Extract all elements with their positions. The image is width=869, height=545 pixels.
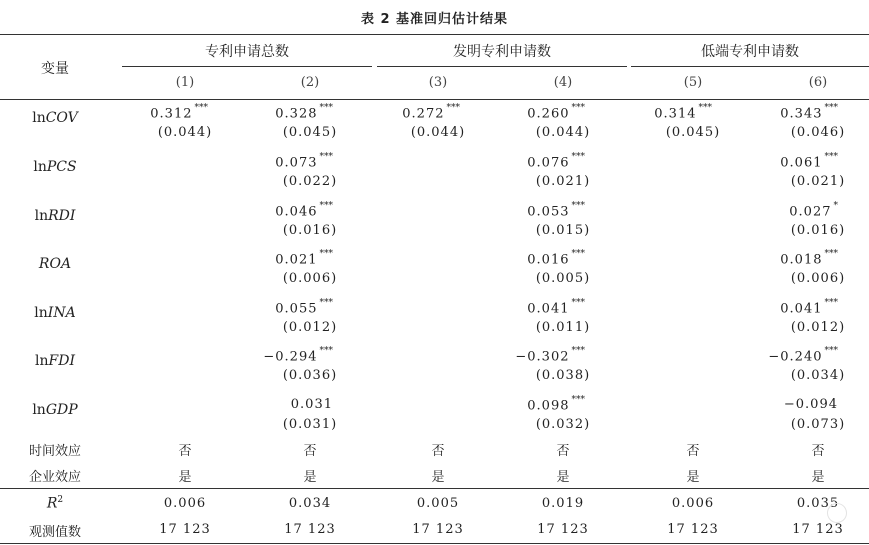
significance-stars: *** bbox=[319, 249, 333, 259]
effect-value: 否 bbox=[811, 444, 825, 459]
column-number-3: (3) bbox=[428, 75, 448, 90]
variable-label-rdi bbox=[0, 208, 110, 224]
standard-error: (0.021) bbox=[535, 174, 591, 189]
coefficient-cell bbox=[527, 300, 585, 316]
effect-value: 是 bbox=[431, 470, 445, 485]
coefficient-cell bbox=[515, 348, 585, 364]
variable-prefix: ln bbox=[34, 208, 49, 224]
variable-prefix: ln bbox=[32, 402, 46, 418]
stat-value: 17 123 bbox=[537, 522, 589, 537]
standard-error: (0.005) bbox=[535, 271, 591, 286]
significance-stars: *** bbox=[571, 201, 585, 211]
coefficient-cell bbox=[780, 154, 838, 170]
coefficient-value: 0.027 bbox=[789, 204, 832, 220]
variable-name: RDI bbox=[48, 208, 76, 224]
coefficient-cell bbox=[527, 397, 585, 413]
coefficient-cell bbox=[263, 348, 333, 364]
coefficient-value: 0.018 bbox=[780, 252, 823, 268]
coefficient-cell bbox=[150, 105, 208, 121]
significance-stars: *** bbox=[571, 395, 585, 405]
standard-error: (0.006) bbox=[790, 271, 846, 286]
coefficient-value: 0.021 bbox=[275, 252, 318, 268]
significance-stars: *** bbox=[698, 103, 712, 113]
effect-value: 是 bbox=[556, 470, 570, 485]
coefficient-value: −0.094 bbox=[783, 397, 838, 412]
variable-prefix: ln bbox=[35, 353, 49, 369]
coefficient-cell bbox=[784, 397, 838, 412]
standard-error: (0.044) bbox=[410, 125, 466, 140]
variable-name: FDI bbox=[48, 353, 75, 369]
coefficient-cell bbox=[654, 105, 712, 121]
significance-stars: *** bbox=[571, 152, 585, 162]
stat-label-text: 观测值数 bbox=[28, 525, 81, 540]
stat-value: 17 123 bbox=[284, 522, 336, 537]
standard-error: (0.021) bbox=[790, 174, 846, 189]
stat-value: 17 123 bbox=[412, 522, 464, 537]
significance-stars: *** bbox=[824, 298, 838, 308]
standard-error: (0.032) bbox=[535, 417, 591, 432]
effect-value: 是 bbox=[811, 470, 825, 485]
significance-stars: *** bbox=[571, 298, 585, 308]
coefficient-cell bbox=[780, 300, 838, 316]
stat-value: 0.006 bbox=[671, 496, 715, 511]
variable-label-fdi bbox=[0, 353, 110, 369]
standard-error: (0.044) bbox=[157, 125, 213, 140]
variable-prefix: ln bbox=[34, 305, 48, 321]
significance-stars: *** bbox=[319, 346, 333, 356]
variable-name: ROA bbox=[38, 256, 72, 272]
significance-stars: * bbox=[833, 201, 838, 211]
variable-label-ina bbox=[0, 305, 110, 321]
standard-error: (0.036) bbox=[282, 368, 338, 383]
group-underline-3 bbox=[631, 66, 869, 67]
standard-error: (0.046) bbox=[790, 125, 846, 140]
effect-value: 否 bbox=[178, 444, 192, 459]
coefficient-cell bbox=[527, 154, 585, 170]
variable-name: INA bbox=[47, 305, 76, 321]
column-number-1: (1) bbox=[175, 75, 195, 90]
coefficient-value: 0.031 bbox=[290, 397, 333, 412]
coefficient-cell bbox=[275, 251, 333, 267]
top-rule bbox=[0, 34, 869, 35]
stat-label bbox=[0, 495, 110, 512]
group-underline-1 bbox=[122, 66, 372, 67]
effect-value: 否 bbox=[556, 444, 570, 459]
effect-value: 是 bbox=[686, 470, 700, 485]
coefficient-cell bbox=[275, 300, 333, 316]
column-number-4: (4) bbox=[553, 75, 573, 90]
variable-prefix: ln bbox=[32, 110, 46, 126]
variable-name: PCS bbox=[46, 159, 77, 175]
significance-stars: *** bbox=[824, 103, 838, 113]
significance-stars: *** bbox=[824, 346, 838, 356]
standard-error: (0.011) bbox=[535, 320, 591, 335]
stat-label-superscript: 2 bbox=[57, 495, 64, 505]
standard-error: (0.022) bbox=[282, 174, 338, 189]
standard-error: (0.038) bbox=[535, 368, 591, 383]
coefficient-cell bbox=[402, 105, 460, 121]
standard-error: (0.006) bbox=[282, 271, 338, 286]
effect-value: 是 bbox=[303, 470, 317, 485]
significance-stars: *** bbox=[571, 249, 585, 259]
standard-error: (0.034) bbox=[790, 368, 846, 383]
variable-label-cov bbox=[0, 110, 110, 126]
coefficient-value: 0.055 bbox=[275, 301, 318, 317]
column-number-2: (2) bbox=[300, 75, 320, 90]
coefficient-cell bbox=[768, 348, 838, 364]
standard-error: (0.016) bbox=[282, 223, 338, 238]
column-number-5: (5) bbox=[683, 75, 703, 90]
header-rule bbox=[0, 99, 869, 100]
coefficient-cell bbox=[275, 154, 333, 170]
significance-stars: *** bbox=[194, 103, 208, 113]
coefficient-cell bbox=[780, 105, 838, 121]
stat-label-text: R bbox=[46, 495, 58, 512]
variable-name: GDP bbox=[45, 402, 78, 418]
effect-value: 否 bbox=[686, 444, 700, 459]
coefficient-cell bbox=[780, 251, 838, 267]
stats-rule bbox=[0, 488, 869, 489]
coefficient-value: 0.076 bbox=[527, 155, 570, 171]
coefficient-value: −0.240 bbox=[768, 349, 823, 365]
variable-label-gdp bbox=[0, 402, 110, 418]
stat-value: 0.035 bbox=[796, 496, 840, 511]
significance-stars: *** bbox=[319, 298, 333, 308]
coefficient-cell bbox=[527, 105, 585, 121]
effect-label: 企业效应 bbox=[28, 470, 81, 485]
bottom-rule bbox=[0, 543, 869, 544]
effect-value: 是 bbox=[178, 470, 192, 485]
significance-stars: *** bbox=[319, 103, 333, 113]
effect-label: 时间效应 bbox=[28, 444, 81, 459]
significance-stars: *** bbox=[824, 152, 838, 162]
standard-error: (0.015) bbox=[535, 223, 591, 238]
standard-error: (0.012) bbox=[282, 320, 338, 335]
coefficient-value: 0.046 bbox=[275, 204, 318, 220]
coefficient-cell bbox=[527, 251, 585, 267]
coefficient-cell bbox=[291, 397, 333, 412]
stat-label bbox=[0, 521, 110, 540]
coefficient-value: −0.302 bbox=[515, 349, 570, 365]
coefficient-value: −0.294 bbox=[263, 349, 318, 365]
coefficient-value: 0.041 bbox=[780, 301, 823, 317]
coefficient-value: 0.328 bbox=[275, 106, 318, 122]
table-title: 表 2 基准回归估计结果 bbox=[360, 12, 509, 27]
var-header: 变量 bbox=[41, 61, 69, 77]
standard-error: (0.012) bbox=[790, 320, 846, 335]
coefficient-value: 0.312 bbox=[150, 106, 193, 122]
coefficient-value: 0.016 bbox=[527, 252, 570, 268]
coefficient-value: 0.041 bbox=[527, 301, 570, 317]
stat-value: 17 123 bbox=[667, 522, 719, 537]
significance-stars: *** bbox=[319, 201, 333, 211]
significance-stars: *** bbox=[319, 152, 333, 162]
coefficient-cell bbox=[527, 203, 585, 219]
standard-error: (0.045) bbox=[665, 125, 721, 140]
stat-value: 0.034 bbox=[288, 496, 332, 511]
stat-value: 0.005 bbox=[416, 496, 460, 511]
stat-value: 17 123 bbox=[159, 522, 211, 537]
group-header-invention: 发明专利申请数 bbox=[453, 44, 551, 60]
significance-stars: *** bbox=[571, 103, 585, 113]
coefficient-value: 0.053 bbox=[527, 204, 570, 220]
standard-error: (0.073) bbox=[790, 417, 846, 432]
effect-value: 否 bbox=[303, 444, 317, 459]
variable-label-pcs bbox=[0, 159, 110, 175]
standard-error: (0.045) bbox=[282, 125, 338, 140]
variable-prefix: ln bbox=[33, 159, 47, 175]
coefficient-value: 0.061 bbox=[780, 155, 823, 171]
coefficient-value: 0.098 bbox=[527, 398, 570, 414]
significance-stars: *** bbox=[571, 346, 585, 356]
group-underline-2 bbox=[377, 66, 627, 67]
coefficient-cell bbox=[275, 105, 333, 121]
stat-value: 0.006 bbox=[163, 496, 207, 511]
stat-value: 17 123 bbox=[792, 522, 844, 537]
column-number-6: (6) bbox=[808, 75, 828, 90]
standard-error: (0.016) bbox=[790, 223, 846, 238]
coefficient-value: 0.272 bbox=[402, 106, 445, 122]
variable-name: COV bbox=[45, 110, 78, 126]
group-header-lowend: 低端专利申请数 bbox=[701, 44, 799, 60]
variable-label-roa bbox=[0, 256, 110, 272]
significance-stars: *** bbox=[446, 103, 460, 113]
effect-value: 否 bbox=[431, 444, 445, 459]
coefficient-value: 0.260 bbox=[527, 106, 570, 122]
coefficient-value: 0.314 bbox=[654, 106, 697, 122]
significance-stars: *** bbox=[824, 249, 838, 259]
coefficient-value: 0.343 bbox=[780, 106, 823, 122]
standard-error: (0.044) bbox=[535, 125, 591, 140]
standard-error: (0.031) bbox=[282, 417, 338, 432]
stat-value: 0.019 bbox=[541, 496, 585, 511]
coefficient-cell bbox=[275, 203, 333, 219]
coefficient-value: 0.073 bbox=[275, 155, 318, 171]
group-header-total: 专利申请总数 bbox=[205, 44, 289, 60]
coefficient-cell bbox=[789, 203, 838, 219]
